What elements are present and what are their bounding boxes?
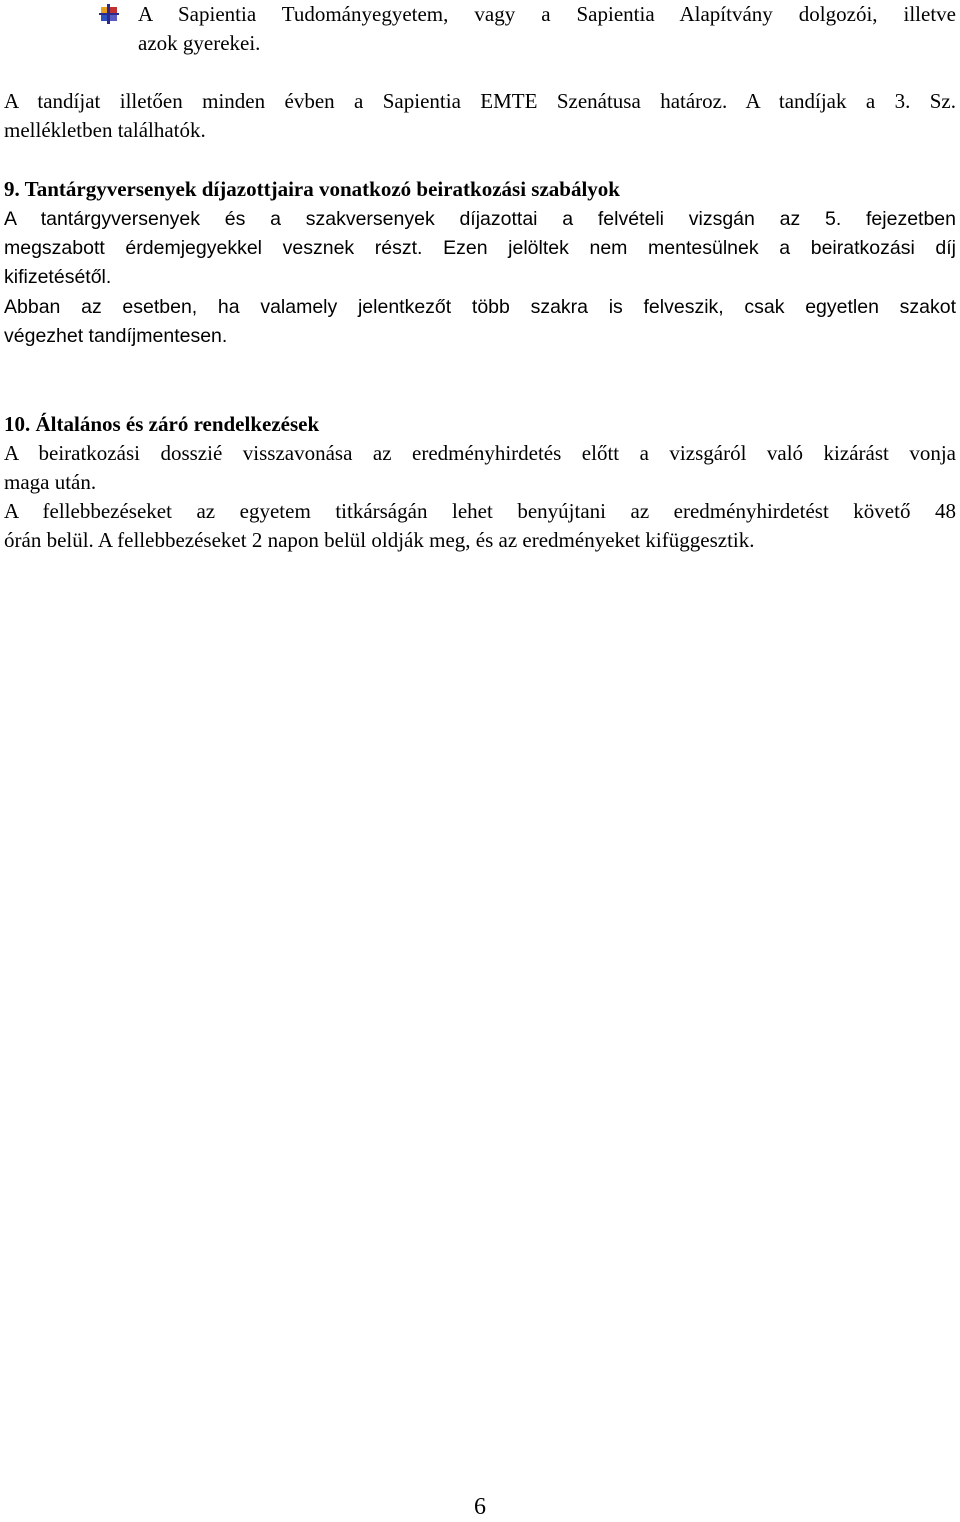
section-9-para2-line1: Abban az esetben, ha valamely jelentkezőt több szakra is felveszik, csak egyetlen szakot: [4, 296, 956, 318]
section-10-para1-line1: A beiratkozási dosszié visszavonása az eredményhirdetés előtt a vizsgáról való kizárást vonja: [4, 441, 956, 465]
tuition-line-1: A tandíjat illetően minden évben a Sapientia EMTE Szenátusa határoz. A tandíjak a 3. Sz.: [4, 89, 956, 113]
section-9-para1-line2: megszabott érdemjegyekkel vesznek részt. Ezen jelöltek nem mentesülnek a beiratkozási díj: [4, 237, 956, 259]
section-9-para1-line1: A tantárgyversenyek és a szakversenyek díjazottai a felvételi vizsgán az 5. fejezetben: [4, 208, 956, 230]
section-10-para2-line1: A fellebbezéseket az egyetem titkárságán lehet benyújtani az eredményhirdetést követő 48: [4, 499, 956, 523]
section-9-heading: 9. Tantárgyversenyek díjazottjaira vonatkozó beiratkozási szabályok: [4, 177, 620, 201]
tuition-line-2: mellékletben találhatók.: [4, 118, 206, 142]
bullet-text-line-2: azok gyerekei.: [138, 31, 261, 55]
page-number: 6: [474, 1494, 486, 1520]
bullet-text-line-1: A Sapientia Tudományegyetem, vagy a Sapientia Alapítvány dolgozói, illetve: [138, 2, 956, 26]
section-9-para2-line2: végezhet tandíjmentesen.: [4, 325, 228, 347]
section-10-para1-line2: maga után.: [4, 470, 97, 494]
section-10-para2-line2: órán belül. A fellebbezéseket 2 napon belül oldják meg, és az eredményeket kifüggesztik.: [4, 528, 755, 552]
section-10-heading: 10. Általános és záró rendelkezések: [4, 412, 320, 436]
flag-bullet-icon: [97, 4, 121, 24]
section-9-para1-line3: kifizetésétől.: [4, 266, 112, 288]
